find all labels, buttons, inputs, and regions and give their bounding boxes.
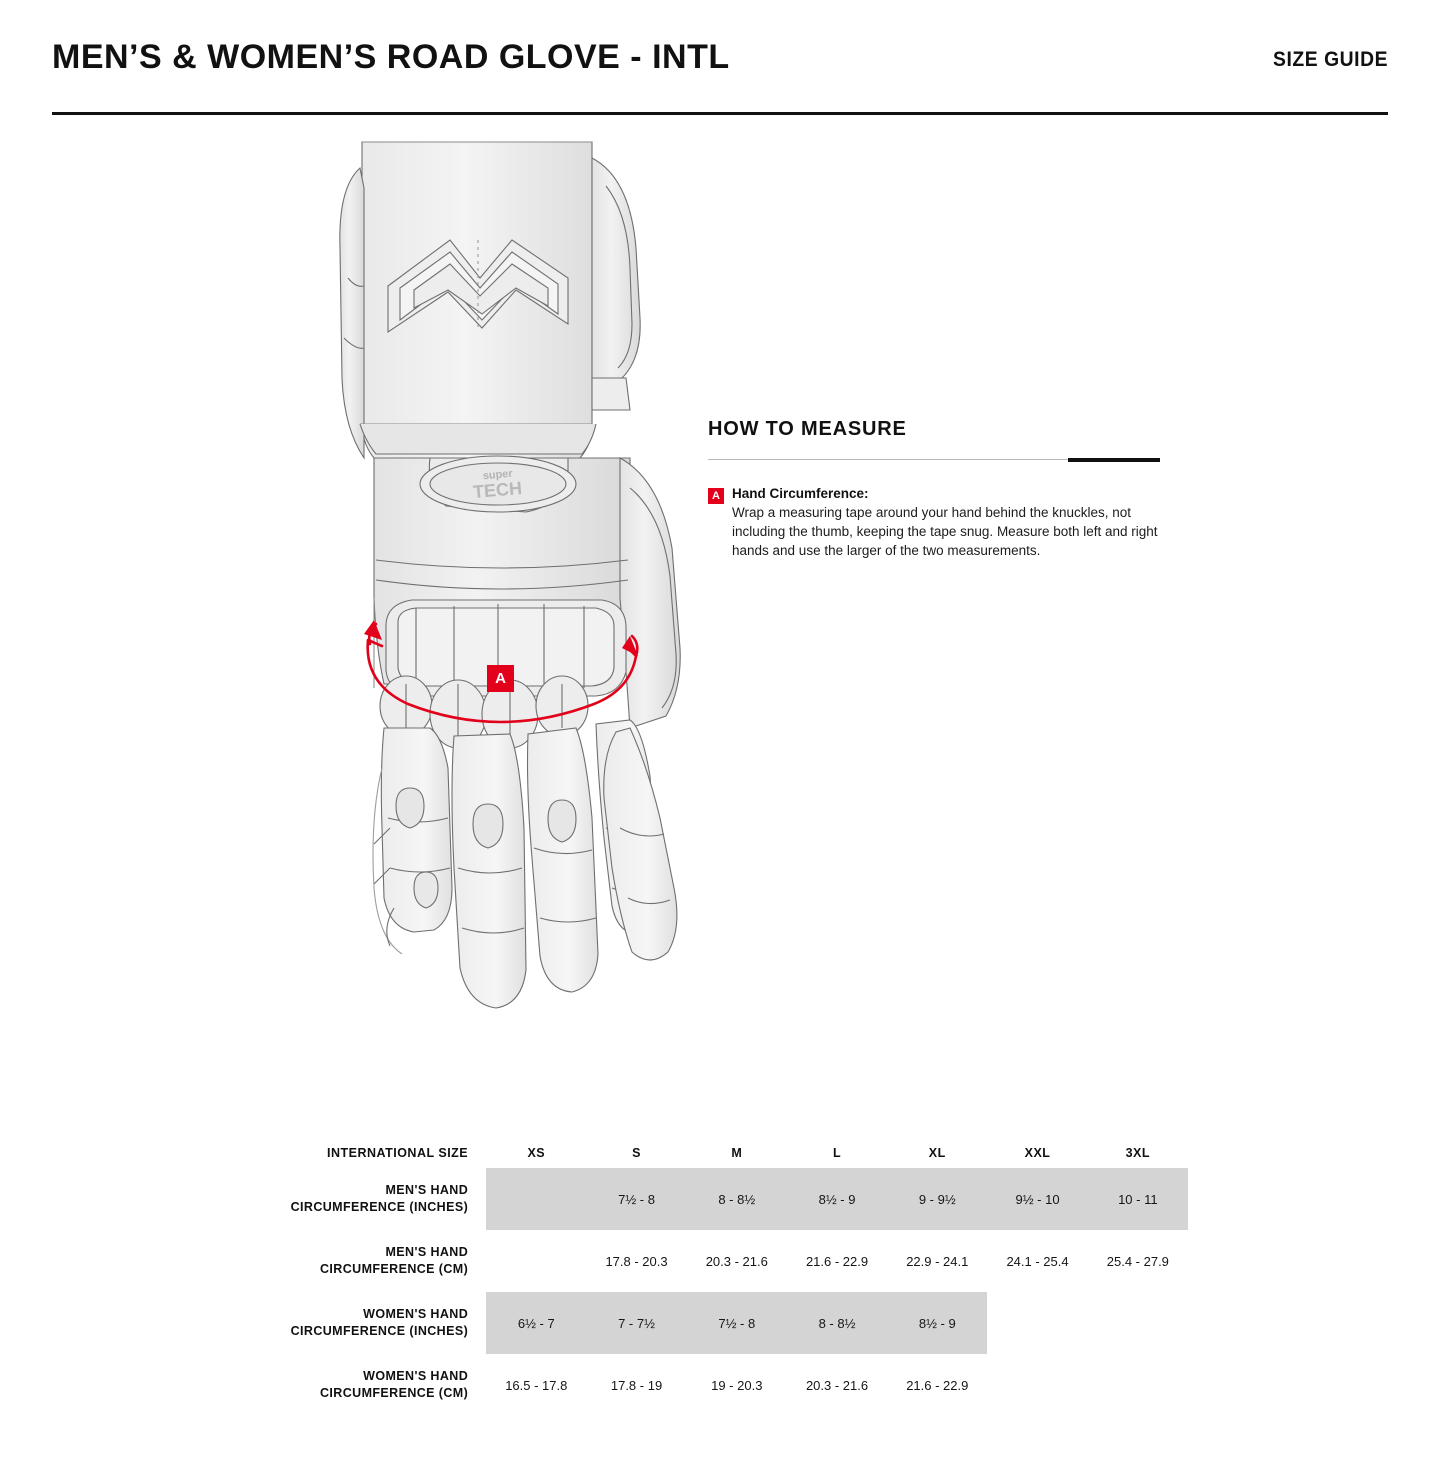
table-cell: [486, 1230, 586, 1292]
row-label-line: CIRCUMFERENCE (INCHES): [290, 1324, 469, 1338]
table-row: [272, 1354, 1188, 1416]
table-cell: 8 - 8½: [687, 1168, 787, 1230]
column-header-size: XS: [527, 1146, 546, 1160]
table-cell: 21.6 - 22.9: [805, 1253, 869, 1269]
header-divider: [52, 112, 1388, 115]
row-label-line: MEN'S HAND: [385, 1245, 469, 1260]
table-cell: 7½ - 8: [687, 1292, 787, 1354]
row-label-line: WOMEN'S HAND: [363, 1369, 469, 1384]
row-label-line: MEN'S HAND: [385, 1183, 469, 1198]
page-title: MEN’S & WOMEN’S ROAD GLOVE - INTL: [52, 38, 730, 76]
table-cell: [987, 1354, 1087, 1416]
table-cell: 24.1 - 25.4: [1006, 1253, 1069, 1269]
row-label: [272, 1292, 486, 1354]
measure-item-label: Hand Circumference:: [732, 486, 869, 501]
table-cell: [987, 1292, 1087, 1354]
glove-illustration: [330, 128, 750, 1088]
size-chart: [272, 1122, 1188, 1416]
how-to-measure-divider: [708, 459, 1160, 460]
table-cell: [1088, 1292, 1188, 1354]
table-cell: 17.8 - 19: [610, 1377, 663, 1393]
page-header: [52, 40, 1388, 78]
table-cell: 21.6 - 22.9: [906, 1377, 969, 1393]
row-label-line: CIRCUMFERENCE (INCHES): [290, 1200, 469, 1214]
table-cell: 8½ - 9: [787, 1168, 887, 1230]
table-cell: 10 - 11: [1088, 1168, 1188, 1230]
column-header-size: S: [632, 1146, 641, 1160]
size-chart-header-row: [272, 1122, 1188, 1168]
how-to-measure-section: [708, 418, 1178, 560]
row-label: [272, 1354, 486, 1416]
table-cell: 6½ - 7: [486, 1292, 586, 1354]
table-cell: 20.3 - 21.6: [705, 1253, 768, 1269]
row-label: [272, 1230, 486, 1292]
column-header-size: L: [832, 1146, 842, 1160]
measure-item-a: [708, 486, 1178, 560]
table-cell: 7½ - 8: [586, 1168, 686, 1230]
table-cell: 22.9 - 24.1: [906, 1253, 969, 1269]
column-header-size: XL: [928, 1146, 946, 1160]
table-cell: 8 - 8½: [787, 1292, 887, 1354]
letter-chip-a: A: [708, 488, 724, 504]
column-header-label: INTERNATIONAL SIZE: [326, 1146, 469, 1160]
column-header-size: 3XL: [1125, 1146, 1151, 1160]
row-label: [272, 1168, 486, 1230]
table-cell: 16.5 - 17.8: [505, 1377, 568, 1393]
table-cell: [1088, 1354, 1188, 1416]
table-cell: 19 - 20.3: [711, 1377, 763, 1393]
size-chart-table: [272, 1122, 1188, 1416]
table-cell: 9½ - 10: [987, 1168, 1087, 1230]
table-cell: 9 - 9½: [887, 1168, 987, 1230]
table-cell: 20.3 - 21.6: [805, 1377, 869, 1393]
table-row: [272, 1292, 1188, 1354]
row-label-line: CIRCUMFERENCE (CM): [319, 1386, 469, 1400]
table-cell: 7 - 7½: [586, 1292, 686, 1354]
row-label-line: CIRCUMFERENCE (CM): [319, 1262, 469, 1276]
how-to-measure-heading: HOW TO MEASURE: [708, 418, 907, 440]
table-cell: 8½ - 9: [887, 1292, 987, 1354]
svg-text:TECH: TECH: [472, 477, 523, 503]
column-header-size: XXL: [1024, 1146, 1051, 1160]
table-cell: 25.4 - 27.9: [1106, 1253, 1169, 1269]
table-row: [272, 1168, 1188, 1230]
table-cell: [486, 1168, 586, 1230]
table-cell: 17.8 - 20.3: [605, 1253, 668, 1269]
table-row: [272, 1230, 1188, 1292]
measure-item-description: Wrap a measuring tape around your hand behind the knuckles, not including the thumb, keeping the tape snug. Measure both left and right hands and use the larger of the two measurements.: [732, 505, 1158, 559]
svg-text:super: super: [482, 467, 514, 483]
column-header-size: M: [731, 1146, 743, 1160]
row-label-line: WOMEN'S HAND: [363, 1307, 469, 1322]
measure-marker-a: A: [487, 665, 514, 692]
size-guide-badge: SIZE GUIDE: [1272, 48, 1388, 71]
